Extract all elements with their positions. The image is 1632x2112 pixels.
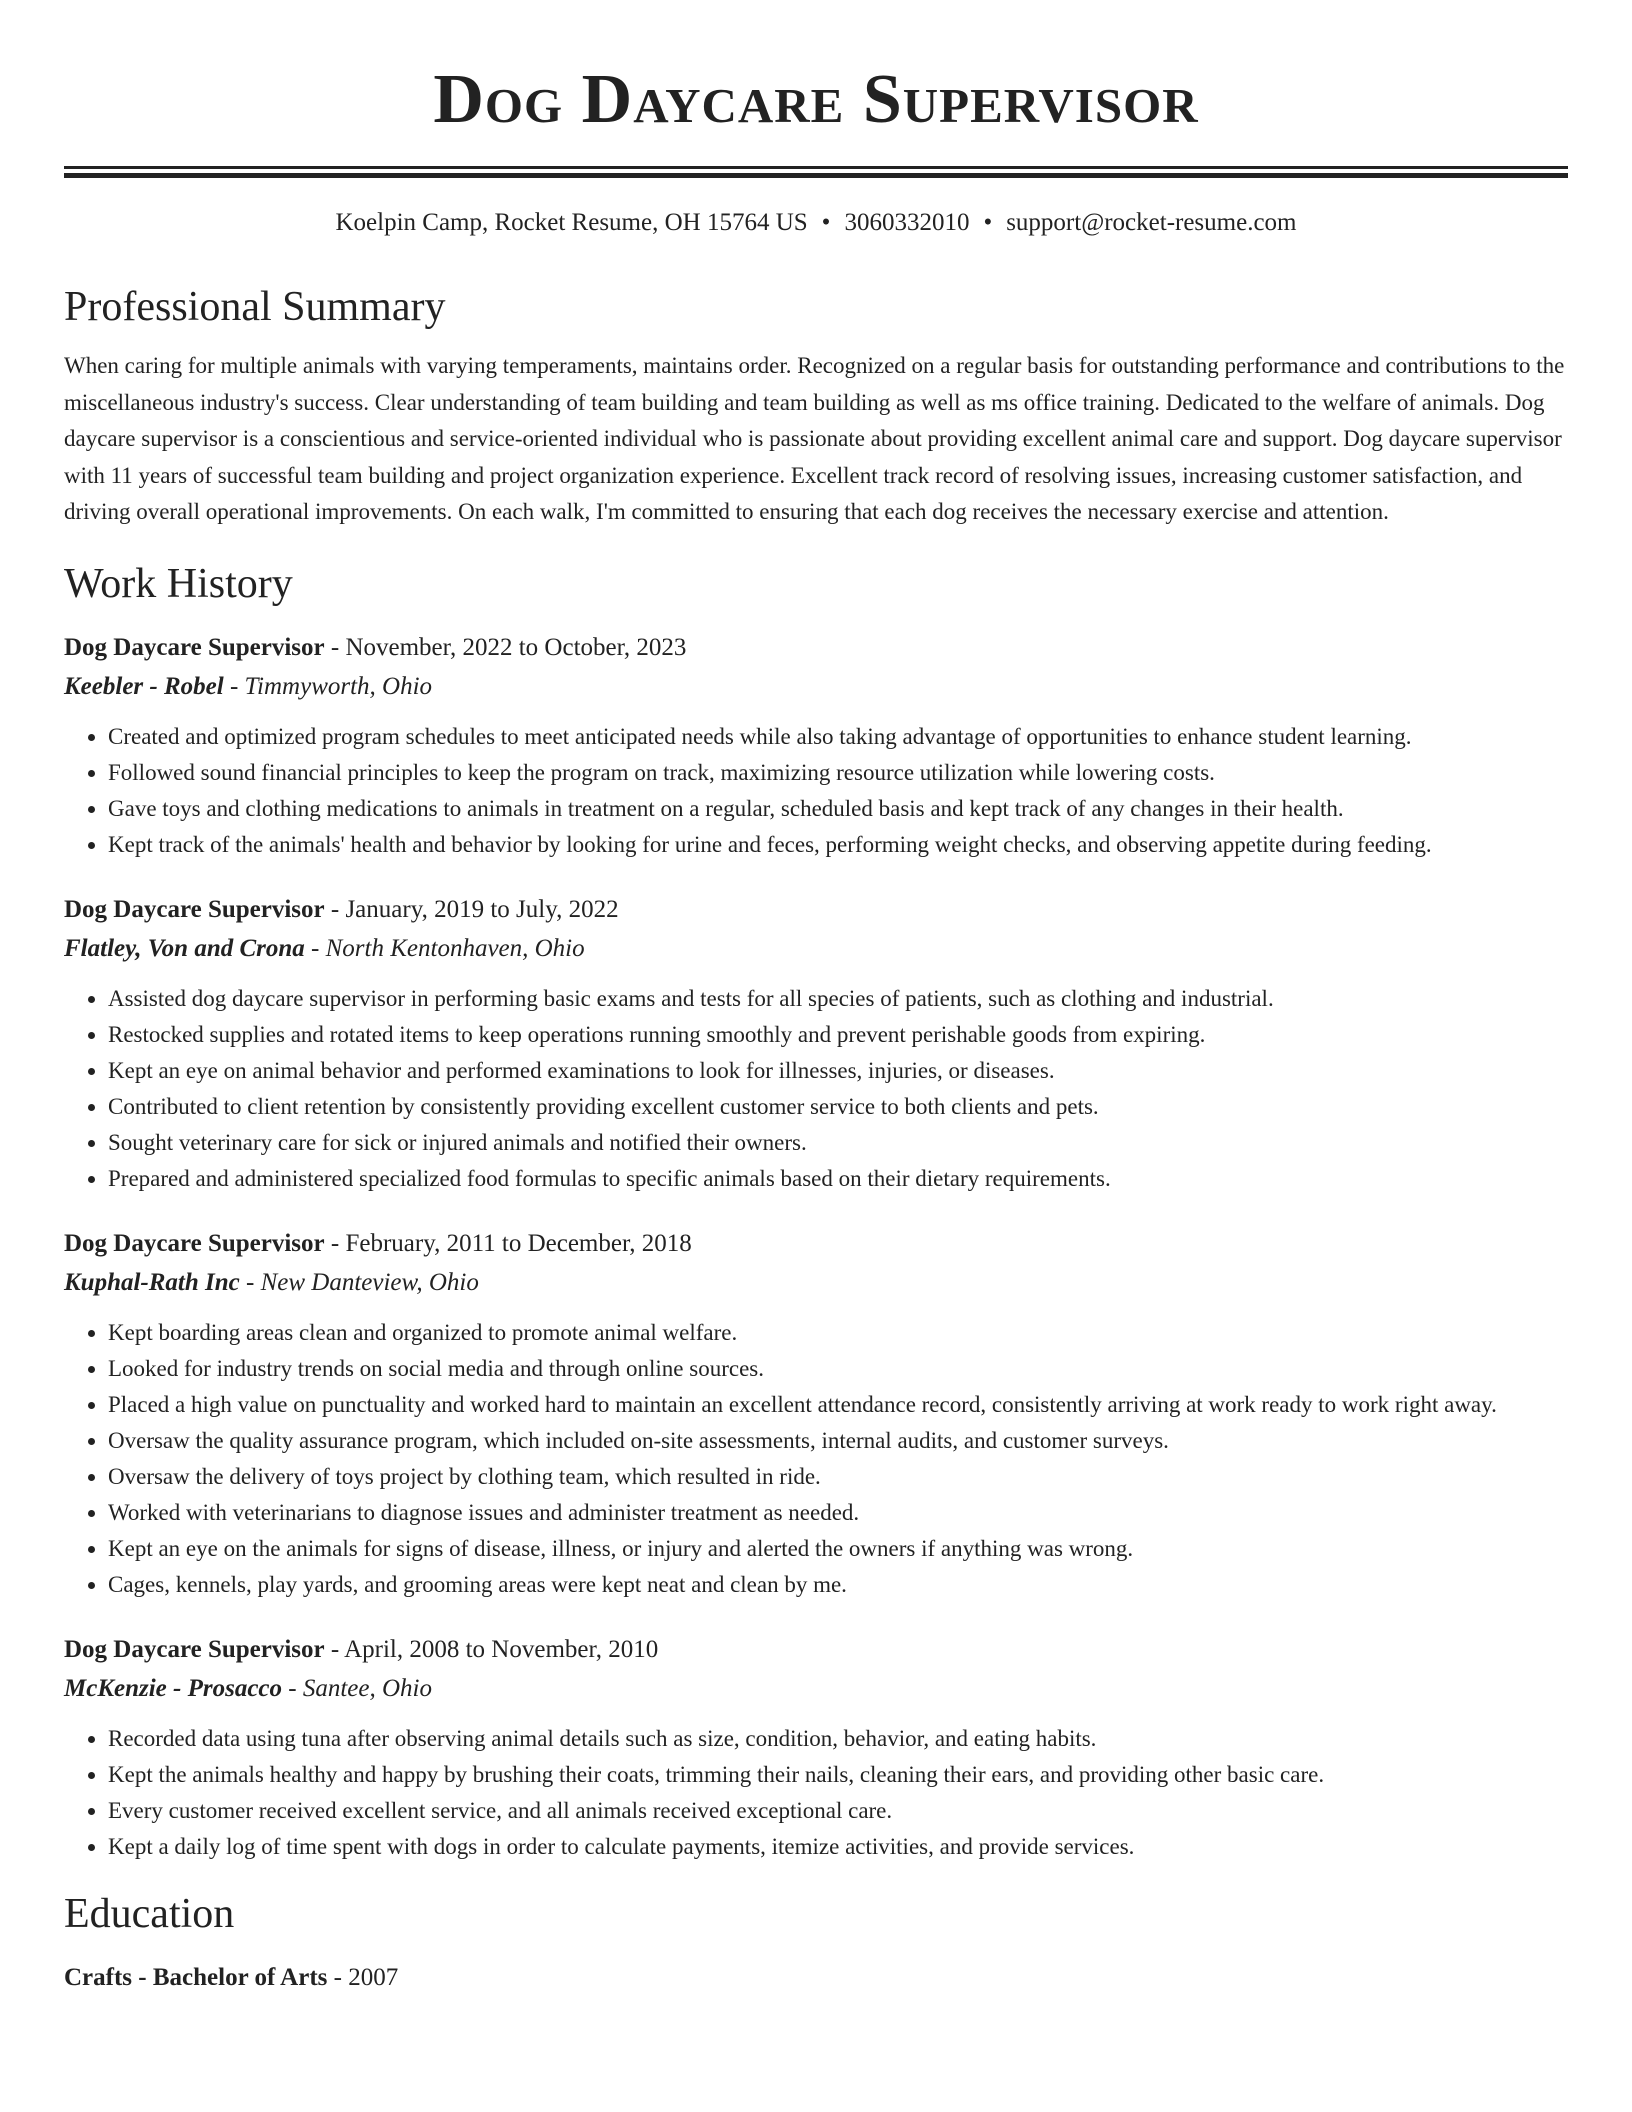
job-company: McKenzie - Prosacco <box>64 1674 283 1702</box>
job-bullet: • Assisted dog daycare supervisor in performing basic exams and tests for all species of patients, such as clothing and industrial. <box>108 981 1568 1017</box>
job-company-line <box>64 667 1568 707</box>
job-bullet: • Oversaw the delivery of toys project by clothing team, which resulted in ride. <box>108 1459 1568 1495</box>
education-heading: Education <box>64 1890 235 1937</box>
job-company: Keebler - Robel <box>64 672 224 700</box>
job-dates: - February, 2011 to December, 2018 <box>324 1229 692 1257</box>
job-bullet-list <box>64 1721 1568 1865</box>
job-dates: - January, 2019 to July, 2022 <box>324 895 619 923</box>
contact-phone: 3060332010 <box>844 209 970 236</box>
education-degree: Crafts - Bachelor of Arts <box>64 1963 328 1991</box>
education-entry <box>64 1959 1568 1997</box>
job-bullet: • Sought veterinary care for sick or injured animals and notified their owners. <box>108 1125 1568 1161</box>
job-bullet: • Followed sound financial principles to keep the program on track, maximizing resource utilization while lowering costs. <box>108 755 1568 791</box>
job-company-line <box>64 1263 1568 1303</box>
job-entry <box>64 1225 1568 1603</box>
job-title-line <box>64 629 1568 667</box>
job-company: Flatley, Von and Crona <box>64 934 305 962</box>
job-title-line <box>64 891 1568 929</box>
job-bullet: • Worked with veterinarians to diagnose issues and administer treatment as needed. <box>108 1495 1568 1531</box>
job-bullet-list <box>64 981 1568 1197</box>
job-bullet: • Every customer received excellent service, and all animals received exceptional care. <box>108 1793 1568 1829</box>
job-location: - Timmyworth, Ohio <box>223 672 433 700</box>
job-title: Dog Daycare Supervisor <box>64 1229 325 1257</box>
work-history-heading: Work History <box>64 560 293 607</box>
job-bullet: • Contributed to client retention by consistently providing excellent customer service to both clients and pets. <box>108 1089 1568 1125</box>
job-title-line <box>64 1631 1568 1669</box>
job-bullet: • Kept boarding areas clean and organized to promote animal welfare. <box>108 1315 1568 1351</box>
job-dates: - April, 2008 to November, 2010 <box>324 1635 659 1663</box>
education-year: - 2007 <box>327 1963 399 1991</box>
summary-heading: Professional Summary <box>64 284 446 330</box>
contact-address: Koelpin Camp, Rocket Resume, OH 15764 US <box>335 209 808 236</box>
job-title: Dog Daycare Supervisor <box>64 633 325 661</box>
job-company-line <box>64 1669 1568 1709</box>
job-bullet-list <box>64 1315 1568 1603</box>
job-bullet: • Gave toys and clothing medications to animals in treatment on a regular, scheduled basis and kept track of any changes in their health. <box>108 791 1568 827</box>
contact-separator: • <box>821 209 831 236</box>
job-location: - New Danteview, Ohio <box>239 1268 479 1296</box>
resume-page <box>64 0 1568 1997</box>
job-bullet: • Cages, kennels, play yards, and grooming areas were kept neat and clean by me. <box>108 1567 1568 1603</box>
job-dates: - November, 2022 to October, 2023 <box>324 633 687 661</box>
job-title: Dog Daycare Supervisor <box>64 895 325 923</box>
job-bullet: • Looked for industry trends on social media and through online sources. <box>108 1351 1568 1387</box>
job-title-line <box>64 1225 1568 1263</box>
job-location: - Santee, Ohio <box>282 1674 432 1702</box>
job-bullet: • Kept the animals healthy and happy by brushing their coats, trimming their nails, cleaning their ears, and providing other basic care. <box>108 1757 1568 1793</box>
job-bullet: • Recorded data using tuna after observing animal details such as size, condition, behavior, and eating habits. <box>108 1721 1568 1757</box>
work-history-list <box>64 629 1568 1865</box>
resume-title: Dog Daycare Supervisor <box>433 61 1199 138</box>
job-bullet: • Kept an eye on the animals for signs of disease, illness, or injury and alerted the owners if anything was wrong. <box>108 1531 1568 1567</box>
job-entry <box>64 1631 1568 1865</box>
job-bullet: • Kept track of the animals' health and behavior by looking for urine and feces, performing weight checks, and observing appetite during feeding. <box>108 827 1568 863</box>
job-entry <box>64 891 1568 1197</box>
job-company-line <box>64 929 1568 969</box>
title-rule-top <box>64 166 1568 169</box>
job-bullet: • Oversaw the quality assurance program, which included on-site assessments, internal audits, and customer surveys. <box>108 1423 1568 1459</box>
job-company: Kuphal-Rath Inc <box>64 1268 240 1296</box>
job-bullet: • Kept an eye on animal behavior and performed examinations to look for illnesses, injuries, or diseases. <box>108 1053 1568 1089</box>
job-bullet: • Prepared and administered specialized food formulas to specific animals based on their dietary requirements. <box>108 1161 1568 1197</box>
contact-separator: • <box>983 209 993 236</box>
job-bullet: • Kept a daily log of time spent with dogs in order to calculate payments, itemize activities, and provide services. <box>108 1829 1568 1865</box>
job-bullet: • Placed a high value on punctuality and worked hard to maintain an excellent attendance record, consistently arriving at work ready to work right away. <box>108 1387 1568 1423</box>
job-entry <box>64 629 1568 863</box>
title-rule-bottom <box>64 173 1568 178</box>
job-bullet: • Created and optimized program schedules to meet anticipated needs while also taking advantage of opportunities to enhance student learning. <box>108 719 1568 755</box>
contact-line <box>64 206 1568 240</box>
job-bullet-list <box>64 719 1568 863</box>
summary-text: When caring for multiple animals with varying temperaments, maintains order. Recognized on a regular basis for outstanding performance and contributions to the miscellaneous industry's success. Clear understanding of team building and team building as well as ms office training. Dedicated to the welfare of animals. Dog daycare supervisor is a conscientious and service-oriented individual who is passionate about providing excellent animal care and support. Dog daycare supervisor with 11 years of successful team building and project organization experience. Excellent track record of resolving issues, increasing customer satisfaction, and driving overall operational improvements. On each walk, I'm committed to ensuring that each dog receives the necessary exercise and attention. <box>64 353 1565 524</box>
job-title: Dog Daycare Supervisor <box>64 1635 325 1663</box>
contact-email: support@rocket-resume.com <box>1006 209 1297 236</box>
job-bullet: • Restocked supplies and rotated items to keep operations running smoothly and prevent perishable goods from expiring. <box>108 1017 1568 1053</box>
job-location: - North Kentonhaven, Ohio <box>304 934 585 962</box>
